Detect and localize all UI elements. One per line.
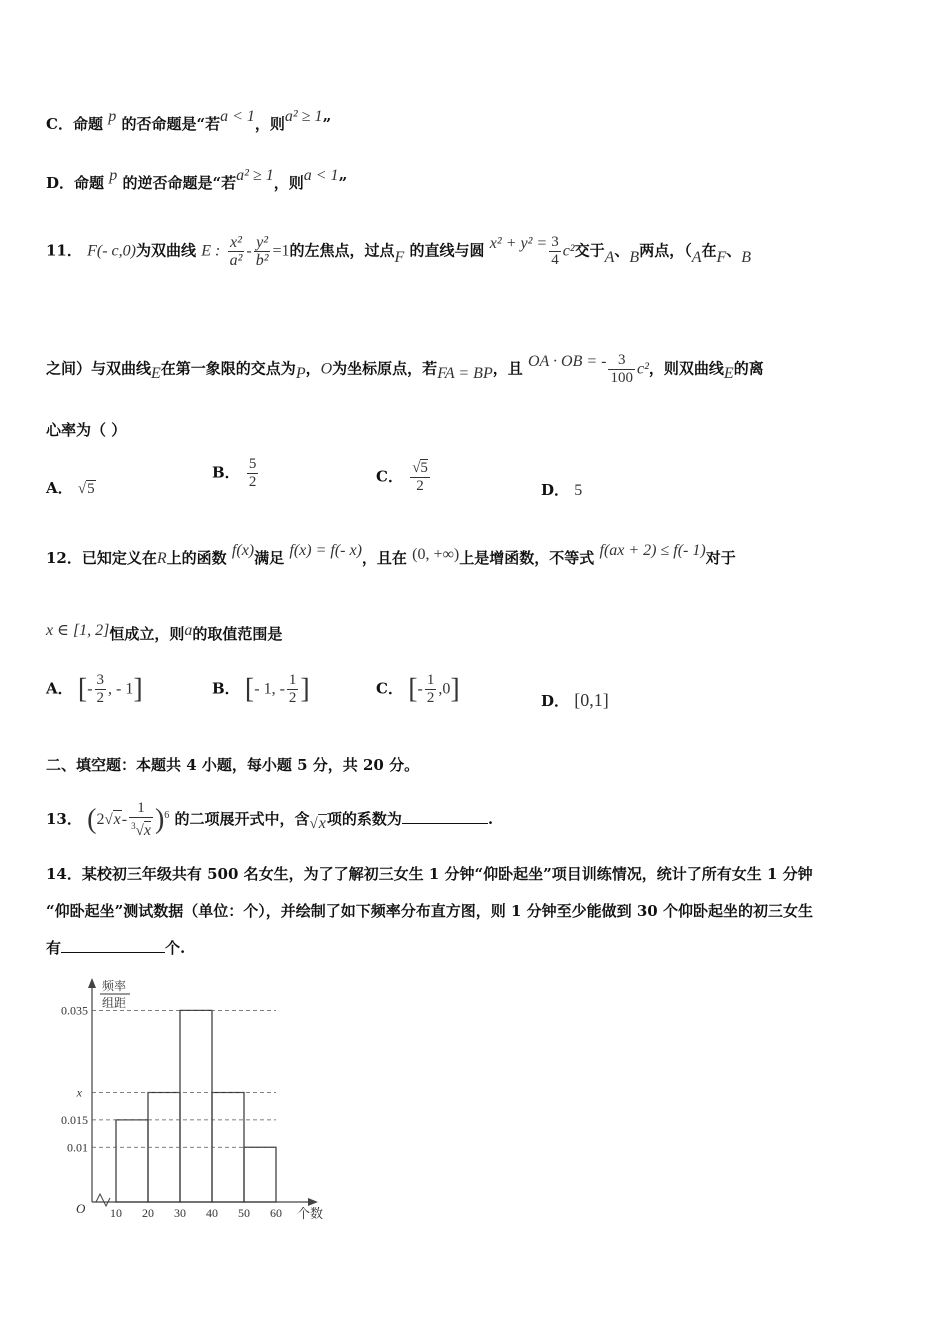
origin-label: O [76, 1201, 86, 1216]
q11-line-1: 11． F(- c,0)为双曲线 E : $\frac{\text{x²}}{\text{a²}}$ - $\frac{\text{y²}}{\text{b²}}$ =1的左焦点，过点F 的直线与圆 x² + y² = $\frac{3}{4}$ c²交于A、B两点，（A在F、B [46, 234, 752, 269]
q13-answer-blank[interactable] [402, 823, 488, 824]
q11-line-3: 心率为（ ） [46, 421, 127, 439]
y-tick-label: x [76, 1085, 82, 1100]
hyperbola-x-term: $\frac{\text{x²}}{\text{a²}}$ [229, 234, 243, 269]
axis-break [96, 1194, 110, 1206]
q14-line-1: 14．某校初三年级共有 500 名女生，为了了解初三女生 1 分钟“仰卧起坐”项目训练情况，统计了所有女生 1 分钟 [46, 865, 813, 883]
q11-option-d[interactable]: D． 5 [541, 481, 583, 499]
hyperbola-y-term: $\frac{\text{y²}}{\text{b²}}$ [255, 234, 269, 269]
q11-option-c[interactable]: C． $\frac{√5}{2}$ [376, 460, 428, 494]
q13: 13． (2√x- $\frac{1}{^3√x}$ )$^6$ 的二项展开式中，含√x项的系数为 . [46, 800, 494, 839]
frequency-histogram [40, 970, 340, 1230]
x-tick-label: 20 [142, 1206, 154, 1220]
x-tick-label: 30 [174, 1206, 186, 1220]
histogram-bar [244, 1147, 276, 1202]
q12-option-a[interactable]: A． [- $\frac{3}{2}$ , - 1] [46, 672, 143, 706]
circle-fraction: $\frac{3}{4}$ [551, 234, 559, 268]
q11-line-2: 之间）与双曲线E在第一象限的交点为P，O为坐标原点，若FA = BP，且 OA · OB = - $\frac{3}{100}$ c²，则双曲线E的离 [46, 352, 764, 386]
q14-line-3: 有 个. [46, 939, 186, 957]
section-2-title: 二、填空题：本题共 4 小题，每小题 5 分，共 20 分。 [46, 756, 420, 774]
q12-option-c[interactable]: C． [- $\frac{1}{2}$ ,0] [376, 672, 460, 706]
y-tick-label: 0.015 [61, 1112, 88, 1127]
q12-option-b[interactable]: B． [- 1, - $\frac{1}{2}$ ] [212, 672, 310, 706]
histogram-bar [180, 1010, 212, 1202]
q14-line-2: “仰卧起坐”测试数据（单位：个），并绘制了如下频率分布直方图，则 1 分钟至少能做到 30 个仰卧起坐的初三女生 [46, 902, 813, 920]
x-tick-label: 50 [238, 1206, 250, 1220]
q11-option-a[interactable]: A． √5 [46, 479, 95, 497]
q10-option-c: C．命题 p 的否命题是“若a < 1，则a² ≥ 1” [46, 108, 332, 133]
x-tick-label: 10 [110, 1206, 122, 1220]
q10-option-d: D．命题 p 的逆否命题是“若a² ≥ 1，则a < 1” [46, 167, 348, 192]
q11-option-b[interactable]: B． $\frac{5}{2}$ [212, 456, 257, 490]
dot-fraction: $\frac{3}{100}$ [610, 352, 633, 386]
y-axis-arrow [88, 978, 96, 988]
histogram-bar [116, 1120, 148, 1202]
y-tick-label: 0.01 [67, 1140, 88, 1155]
q12-option-d[interactable]: D． [0,1] [541, 690, 609, 710]
x-tick-label: 40 [206, 1206, 218, 1220]
q12-line-1: 12．已知定义在R上的函数 f(x)满足 f(x) = f(- x)，且在 (0, +∞)上是增函数，不等式 f(ax + 2) ≤ f(- 1)对于 [46, 542, 736, 567]
x-axis-label: 个数 [297, 1206, 324, 1221]
q14-answer-blank[interactable] [61, 952, 165, 953]
y-label-bottom: 组距 [101, 996, 127, 1010]
y-tick-label: 0.035 [61, 1003, 88, 1018]
q12-line-2: x ∈ [1, 2]恒成立，则a的取值范围是 [46, 622, 283, 643]
x-tick-label: 60 [270, 1206, 282, 1220]
y-label-top: 频率 [101, 979, 127, 993]
x-axis-arrow [308, 1198, 318, 1206]
